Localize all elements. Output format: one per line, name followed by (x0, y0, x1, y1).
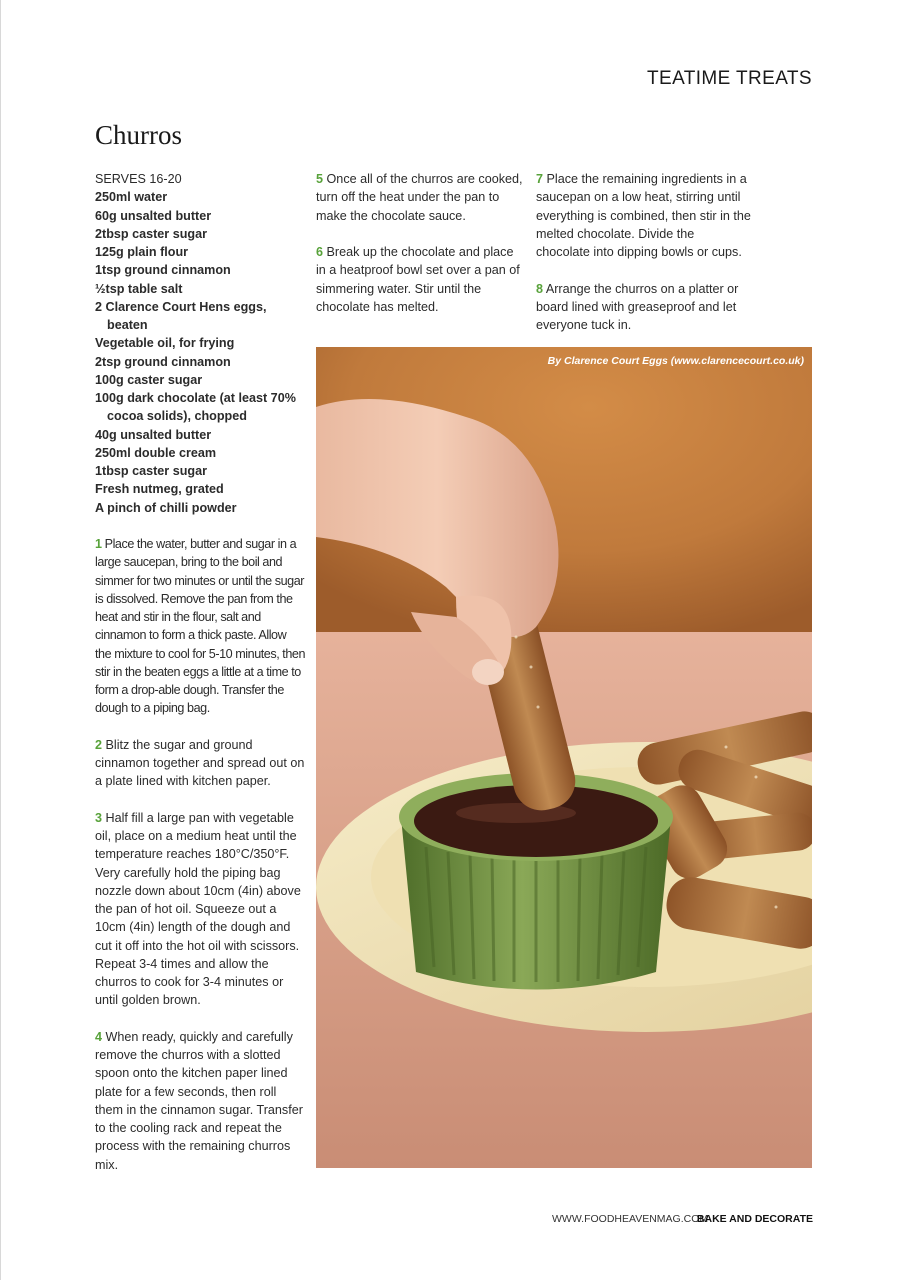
ingredient-item: 125g plain flour (95, 245, 189, 259)
ingredient-item: 40g unsalted butter (95, 427, 212, 442)
step-text: Break up the chocolate and place in a heatproof bowl set over a pan of simmering water. Stir until the chocolate has melted. (316, 245, 520, 314)
page-edge (0, 0, 1, 1280)
ingredient-item: 250ml double cream (95, 445, 217, 460)
step-number: 4 (95, 1029, 103, 1044)
step-number: 1 (95, 537, 102, 551)
photo-credit: By Clarence Court Eggs (www.clarencecourt.co.uk) (547, 355, 804, 367)
recipe-title: Churros (95, 120, 182, 150)
ingredient-item: 1tsp ground cinnamon (95, 263, 231, 278)
step-number: 8 (536, 281, 544, 296)
section-title: TEATIME TREATS (646, 68, 812, 89)
step-text: Place the remaining ingredients in a saucepan on a low heat, stirring until everything is combined, then stir in the melted chocolate. Divide the chocolate into dipping bowls or cups. (536, 172, 751, 259)
ingredient-item: A pinch of chilli powder (95, 500, 237, 515)
step-text: When ready, quickly and carefully remove the churros with a slotted spoon onto the kitchen paper lined plate for a few seconds, then roll them in the cinnamon sugar. Transfer to the cooling rack and repeat the process with the remaining churros mix. (95, 1029, 303, 1172)
ingredient-item: 60g unsalted butter (95, 208, 212, 223)
step-text: Blitz the sugar and ground cinnamon together and spread out on a plate lined with kitchen paper. (95, 737, 305, 789)
ingredient-item: 2tsp ground cinnamon (95, 354, 231, 369)
footer-magazine-name: BAKE AND DECORATE (696, 1213, 813, 1225)
ingredient-item: 100g dark chocolate (at least 70% cocoa solids), chopped (95, 391, 296, 424)
step-number: 7 (536, 172, 544, 186)
step-number: 6 (316, 245, 324, 259)
ingredient-item: ½tsp table salt (95, 281, 183, 296)
ingredient-item: Fresh nutmeg, grated (95, 482, 224, 497)
step-text: Arrange the churros on a platter or board lined with greaseproof and let everyone tuck in. (536, 281, 739, 332)
method-step-2 (95, 736, 305, 791)
ingredient-item: 250ml water (95, 190, 168, 205)
method-step-6 (316, 243, 526, 316)
churros-photo (316, 347, 812, 1168)
middle-column (316, 170, 526, 316)
step-number: 5 (316, 172, 324, 186)
ingredient-item: Vegetable oil, for frying (95, 336, 235, 351)
ingredient-list (95, 188, 305, 517)
ingredient-item: 2tbsp caster sugar (95, 226, 207, 241)
method-step-1 (95, 535, 305, 718)
step-number: 3 (95, 810, 103, 825)
step-number: 2 (95, 737, 103, 752)
step-text: Half fill a large pan with vegetable oil, place on a medium heat until the temperature reaches 180°C/350°F. Very carefully hold the piping bag nozzle down about 10cm (4in) above the pan of hot oil. Squeeze out a 10cm (4in) length of the dough and cut it off into the hot oil with scissors. Repeat 3-4 times and allow the churros to cook for 3-4 minutes or until golden brown. (95, 810, 301, 1008)
method-step-8 (536, 280, 751, 335)
step-text: Place the water, butter and sugar in a large saucepan, bring to the boil and simmer for two minutes or until the sugar is dissolved. Remove the pan from the heat and stir in the flour, salt and cinnamon to form a thick paste. Allow the mixture to cool for 5-10 minutes, then stir in the beaten eggs a little at a time to form a drop-able dough. Transfer the dough to a piping bag. (95, 537, 306, 716)
method-step-7 (536, 170, 751, 261)
step-text: Once all of the churros are cooked, turn off the heat under the pan to make the chocolate sauce. (316, 172, 523, 223)
ingredient-item: 2 Clarence Court Hens eggs, beaten (95, 299, 267, 332)
left-column (95, 170, 305, 1174)
method-step-5 (316, 170, 526, 225)
ingredient-item: 100g caster sugar (95, 372, 203, 387)
footer-website[interactable]: WWW.FOODHEAVENMAG.COM (552, 1213, 709, 1225)
method-step-4 (95, 1028, 305, 1174)
method-step-3 (95, 809, 305, 1010)
right-column (536, 170, 751, 334)
serves-label: SERVES 16-20 (95, 172, 182, 186)
churros-illustration (316, 347, 812, 1168)
ingredient-item: 1tbsp caster sugar (95, 464, 207, 478)
